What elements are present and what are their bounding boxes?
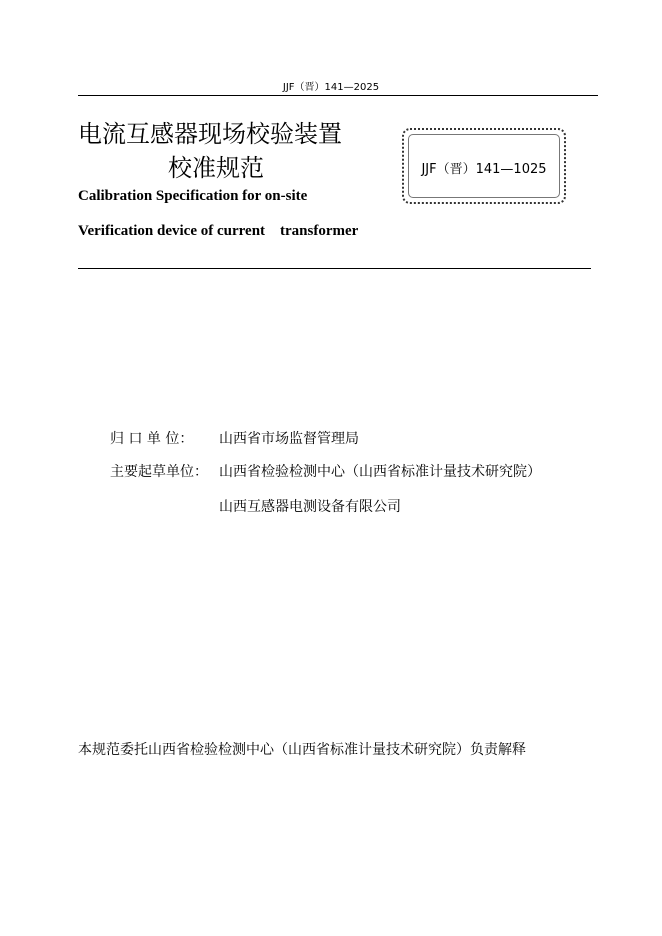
stamp-code-text: JJF（晋）141—1025	[421, 162, 547, 177]
drafter-1: 山西省检验检测中心（山西省标准计量技术研究院）	[219, 464, 541, 480]
header-standard-code: JJF（晋）141—2025	[282, 82, 380, 93]
title-divider	[78, 268, 591, 269]
header-rule	[78, 95, 598, 96]
drafters-label: 主要起草单位：	[110, 464, 208, 480]
standard-code-stamp	[402, 128, 566, 204]
chinese-title-line-1: 电流互感器现场校验装置	[78, 120, 342, 148]
drafter-2: 山西互感器电测设备有限公司	[219, 499, 401, 515]
interpretation-note: 本规范委托山西省检验检测中心（山西省标准计量技术研究院）负责解释	[78, 742, 526, 758]
authority-label: 归 口 单 位：	[110, 431, 194, 447]
english-title-line-2: Verification device of current transformer	[78, 223, 359, 239]
english-title-line-1: Calibration Specification for on-site	[78, 188, 308, 204]
authority-value: 山西省市场监督管理局	[219, 431, 359, 447]
chinese-title-line-2: 校准规范	[168, 154, 264, 182]
